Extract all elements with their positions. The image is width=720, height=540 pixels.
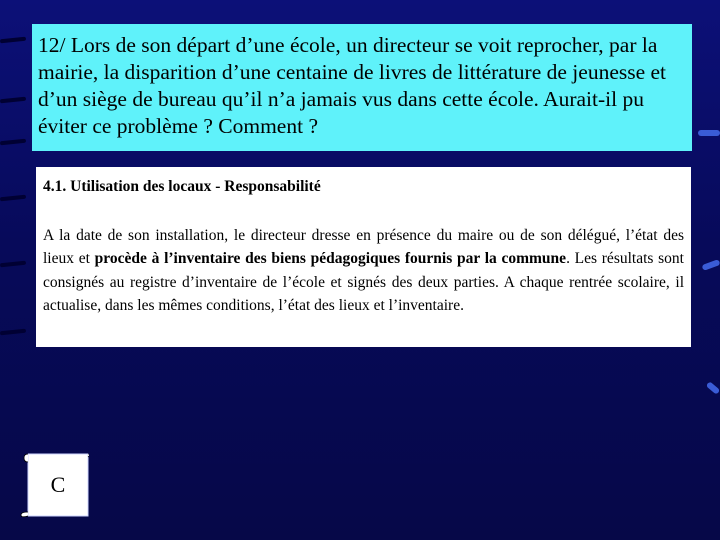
answer-heading: 4.1. Utilisation des locaux - Responsabilité bbox=[43, 178, 321, 195]
answer-box bbox=[36, 167, 691, 347]
left-dash bbox=[0, 37, 26, 44]
left-dash bbox=[0, 261, 26, 268]
left-dash bbox=[0, 195, 26, 202]
badge-letter: C bbox=[50, 472, 66, 497]
scroll-badge bbox=[19, 450, 89, 518]
right-dash bbox=[702, 259, 720, 271]
left-dash bbox=[0, 97, 26, 104]
right-dash bbox=[706, 381, 720, 395]
answer-body-bold: procède à l’inventaire des biens pédagogiques fournis par la commune bbox=[94, 250, 567, 268]
right-dash bbox=[698, 130, 720, 136]
answer-body bbox=[43, 224, 684, 318]
question-text: 12/ Lors de son départ d’une école, un directeur se voit reprocher, par la mairie, la disparition d’une centaine de livres de littérature de jeunesse et d’un siège de bureau qu’il n’a jamais vus dans cette école. Aurait-il pu éviter ce problème ? Comment ? bbox=[38, 33, 667, 138]
left-dash bbox=[0, 139, 26, 146]
answer-body-part2: . Les résultats sont consignés au registre d’inventaire de l’école et signés des deux parties. A chaque rentrée scolaire, il actualise, dans les mêmes conditions, l’état des lieux et l’inventaire. bbox=[43, 250, 684, 315]
left-dash bbox=[0, 329, 26, 336]
question-box bbox=[32, 24, 692, 151]
answer-body-part1: A la date de son installation, le directeur dresse en présence du maire ou de son délégué, l’état des lieux et bbox=[43, 227, 684, 268]
right-decoration bbox=[690, 0, 720, 540]
